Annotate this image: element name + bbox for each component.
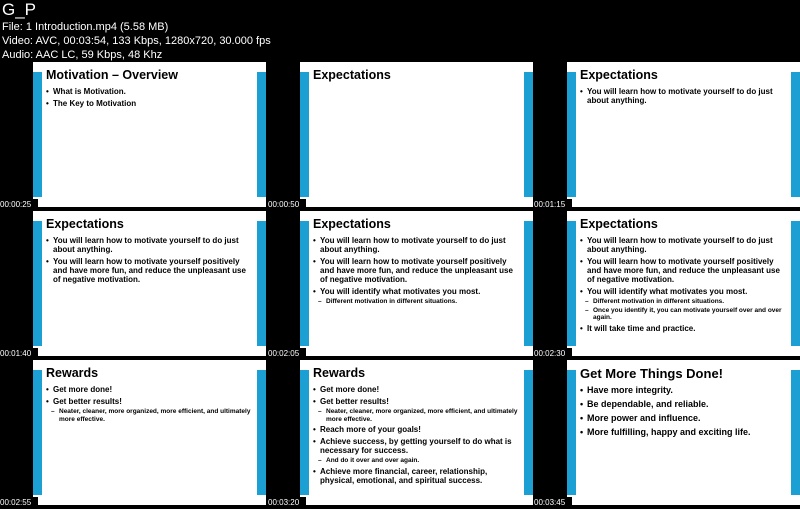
slide-sub-bullet: – Neater, cleaner, more organized, more efficient, and ultimately more effective. bbox=[46, 408, 254, 423]
slide-accent-bar-left bbox=[300, 370, 309, 495]
slide-accent-bar-left bbox=[567, 370, 576, 495]
slide-bullet: • More power and influence. bbox=[580, 413, 788, 424]
slide-accent-bar-left bbox=[33, 370, 42, 495]
slide-accent-bar-left bbox=[33, 72, 42, 197]
slide-accent-bar-right bbox=[257, 221, 266, 346]
slide-content bbox=[46, 366, 254, 425]
slide-bullet-list bbox=[580, 385, 788, 438]
slide-bullet: • You will learn how to motivate yourself to do just about anything. bbox=[46, 236, 254, 254]
slide-accent-bar-right bbox=[524, 221, 533, 346]
slide-sub-bullet: – Different motivation in different situations. bbox=[313, 298, 521, 306]
slide-bullet: • You will learn how to motivate yourself to do just about anything. bbox=[580, 236, 788, 254]
slide-accent-bar-right bbox=[257, 370, 266, 495]
video-thumbnail[interactable] bbox=[300, 360, 533, 505]
slide-bullet: • You will learn how to motivate yourself positively and have more fun, and reduce the unpleasant use of negative motivation. bbox=[313, 257, 521, 284]
slide-accent-bar-left bbox=[300, 72, 309, 197]
slide-bullet: • Get better results! bbox=[313, 397, 521, 406]
slide-accent-bar-right bbox=[524, 370, 533, 495]
video-thumbnail[interactable] bbox=[567, 360, 800, 505]
thumbnail-timestamp: 00:00:25 bbox=[0, 199, 38, 211]
slide-bullet: • Get more done! bbox=[46, 385, 254, 394]
slide-bullet: • Be dependable, and reliable. bbox=[580, 399, 788, 410]
slide-accent-bar-right bbox=[257, 72, 266, 197]
video-thumbnail[interactable] bbox=[567, 211, 800, 356]
file-info-header bbox=[2, 0, 271, 62]
slide-sub-bullet: – Once you identify it, you can motivate yourself over and over again. bbox=[580, 307, 788, 322]
slide-bullet: • Reach more of your goals! bbox=[313, 425, 521, 434]
slide-content bbox=[313, 366, 521, 488]
thumbnail-timestamp: 00:02:05 bbox=[268, 348, 306, 360]
audio-info-line: Audio: AAC LC, 59 Kbps, 48 Khz bbox=[2, 49, 163, 61]
video-thumbnail[interactable] bbox=[300, 62, 533, 207]
slide-content bbox=[46, 68, 254, 111]
slide-bullet-list bbox=[313, 236, 521, 306]
slide-bullet-list bbox=[580, 236, 788, 333]
video-thumbnail[interactable] bbox=[300, 211, 533, 356]
thumbnail-timestamp: 00:03:45 bbox=[534, 497, 572, 509]
slide-content bbox=[313, 217, 521, 308]
video-info-line: Video: AVC, 00:03:54, 133 Kbps, 1280x720, 30.000 fps bbox=[2, 35, 271, 47]
slide-accent-bar-right bbox=[524, 72, 533, 197]
slide-bullet: • You will learn how to motivate yourself to do just about anything. bbox=[313, 236, 521, 254]
slide-content bbox=[580, 217, 788, 336]
slide-bullet-list bbox=[313, 385, 521, 485]
slide-sub-bullet: – And do it over and over again. bbox=[313, 457, 521, 465]
video-thumbnail[interactable] bbox=[33, 211, 266, 356]
file-info-line: File: 1 Introduction.mp4 (5.58 MB) bbox=[2, 21, 169, 33]
video-thumbnail[interactable] bbox=[33, 62, 266, 207]
slide-title: Expectations bbox=[46, 217, 124, 231]
video-thumbnail[interactable] bbox=[33, 360, 266, 505]
thumbnail-timestamp: 00:01:40 bbox=[0, 348, 38, 360]
thumbnail-timestamp: 00:03:20 bbox=[268, 497, 306, 509]
sheet-title: G_P bbox=[2, 0, 37, 19]
slide-bullet: • You will identify what motivates you most. bbox=[313, 287, 521, 296]
slide-content bbox=[580, 366, 788, 441]
slide-bullet: • Achieve success, by getting yourself to do what is necessary for success. bbox=[313, 437, 521, 455]
slide-accent-bar-right bbox=[791, 370, 800, 495]
slide-bullet: • You will learn how to motivate yourself positively and have more fun, and reduce the unpleasant use of negative motivation. bbox=[580, 257, 788, 284]
slide-content bbox=[313, 68, 521, 87]
slide-accent-bar-left bbox=[567, 221, 576, 346]
slide-bullet: • You will learn how to motivate yourself to do just about anything. bbox=[580, 87, 788, 105]
slide-sub-bullet: – Neater, cleaner, more organized, more efficient, and ultimately more effective. bbox=[313, 408, 521, 423]
slide-bullet-list bbox=[46, 236, 254, 284]
slide-content bbox=[580, 68, 788, 108]
slide-title: Motivation – Overview bbox=[46, 68, 178, 82]
thumbnail-timestamp: 00:01:15 bbox=[534, 199, 572, 211]
slide-title: Rewards bbox=[46, 366, 99, 380]
slide-sub-bullet: – Different motivation in different situations. bbox=[580, 298, 788, 306]
slide-bullet: • Have more integrity. bbox=[580, 385, 788, 396]
slide-bullet-list bbox=[46, 87, 254, 108]
slide-title: Expectations bbox=[580, 68, 658, 82]
slide-title: Expectations bbox=[313, 217, 391, 231]
slide-accent-bar-right bbox=[791, 221, 800, 346]
slide-title: Expectations bbox=[313, 68, 391, 82]
slide-accent-bar-left bbox=[300, 221, 309, 346]
slide-bullet-list bbox=[46, 385, 254, 423]
slide-bullet: • The Key to Motivation bbox=[46, 99, 254, 108]
slide-bullet: • More fulfilling, happy and exciting life. bbox=[580, 427, 788, 438]
slide-bullet: • It will take time and practice. bbox=[580, 324, 788, 333]
thumbnail-timestamp: 00:02:55 bbox=[0, 497, 38, 509]
slide-bullet: • What is Motivation. bbox=[46, 87, 254, 96]
slide-title: Expectations bbox=[580, 217, 658, 231]
video-thumbnail[interactable] bbox=[567, 62, 800, 207]
thumbnail-timestamp: 00:02:30 bbox=[534, 348, 572, 360]
slide-title: Get More Things Done! bbox=[580, 366, 723, 381]
slide-accent-bar-left bbox=[567, 72, 576, 197]
slide-bullet: • You will identify what motivates you most. bbox=[580, 287, 788, 296]
slide-title: Rewards bbox=[313, 366, 366, 380]
slide-accent-bar-right bbox=[791, 72, 800, 197]
slide-accent-bar-left bbox=[33, 221, 42, 346]
slide-content bbox=[46, 217, 254, 287]
slide-bullet: • You will learn how to motivate yourself positively and have more fun, and reduce the unpleasant use of negative motivation. bbox=[46, 257, 254, 284]
slide-bullet: • Get more done! bbox=[313, 385, 521, 394]
thumbnail-timestamp: 00:00:50 bbox=[268, 199, 306, 211]
slide-bullet: • Achieve more financial, career, relationship, physical, emotional, and spiritual success. bbox=[313, 467, 521, 485]
slide-bullet-list bbox=[580, 87, 788, 105]
slide-bullet: • Get better results! bbox=[46, 397, 254, 406]
